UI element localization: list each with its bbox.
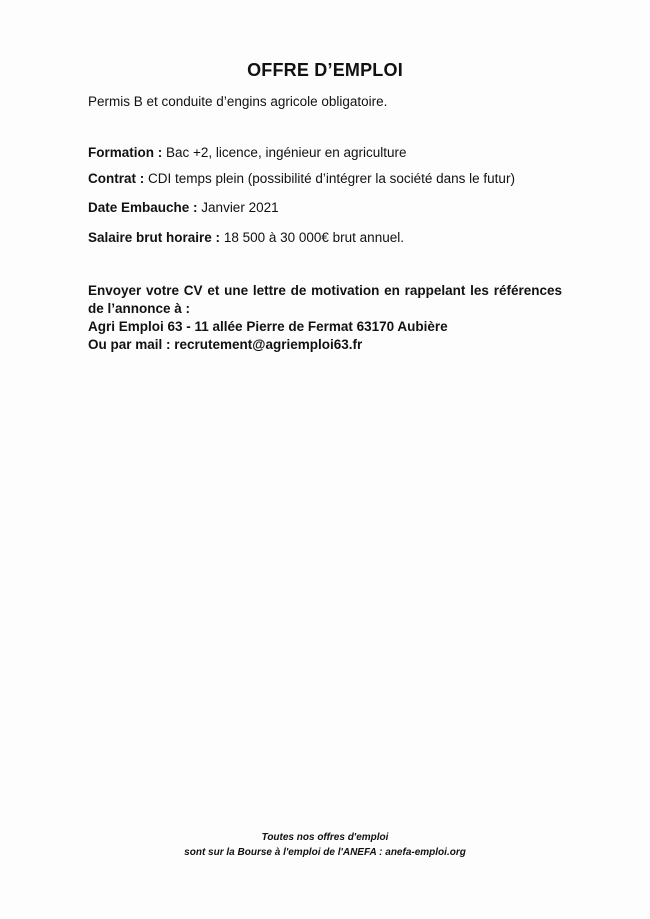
contrat-value: CDI temps plein (possibilité d’intégrer la société dans le futur) — [148, 171, 515, 186]
salaire-label: Salaire brut horaire : — [88, 230, 221, 245]
formation-line — [88, 145, 407, 160]
page-title: OFFRE D’EMPLOI — [247, 60, 403, 80]
footer-note — [0, 830, 650, 860]
postal-address: Agri Emploi 63 - 11 allée Pierre de Fermat 63170 Aubière — [88, 319, 448, 334]
contrat-line — [88, 171, 515, 186]
send-instructions: Envoyer votre CV et une lettre de motivation en rappelant les références de l’annonce à : — [88, 283, 562, 316]
embauche-line — [88, 200, 279, 215]
contact-block — [88, 282, 562, 354]
embauche-label: Date Embauche : — [88, 200, 198, 215]
footer-line-1: Toutes nos offres d'emploi — [261, 832, 389, 843]
formation-label: Formation : — [88, 145, 163, 160]
formation-value: Bac +2, licence, ingénieur en agriculture — [166, 145, 407, 160]
salaire-line — [88, 230, 404, 245]
embauche-value: Janvier 2021 — [201, 200, 279, 215]
contrat-label: Contrat : — [88, 171, 145, 186]
email-line: Ou par mail : recrutement@agriemploi63.fr — [88, 337, 363, 352]
intro-requirement: Permis B et conduite d’engins agricole obligatoire. — [88, 94, 388, 109]
footer-line-2: sont sur la Bourse à l'emploi de l'ANEFA : anefa-emploi.org — [184, 847, 466, 858]
salaire-value: 18 500 à 30 000€ brut annuel. — [223, 230, 404, 245]
